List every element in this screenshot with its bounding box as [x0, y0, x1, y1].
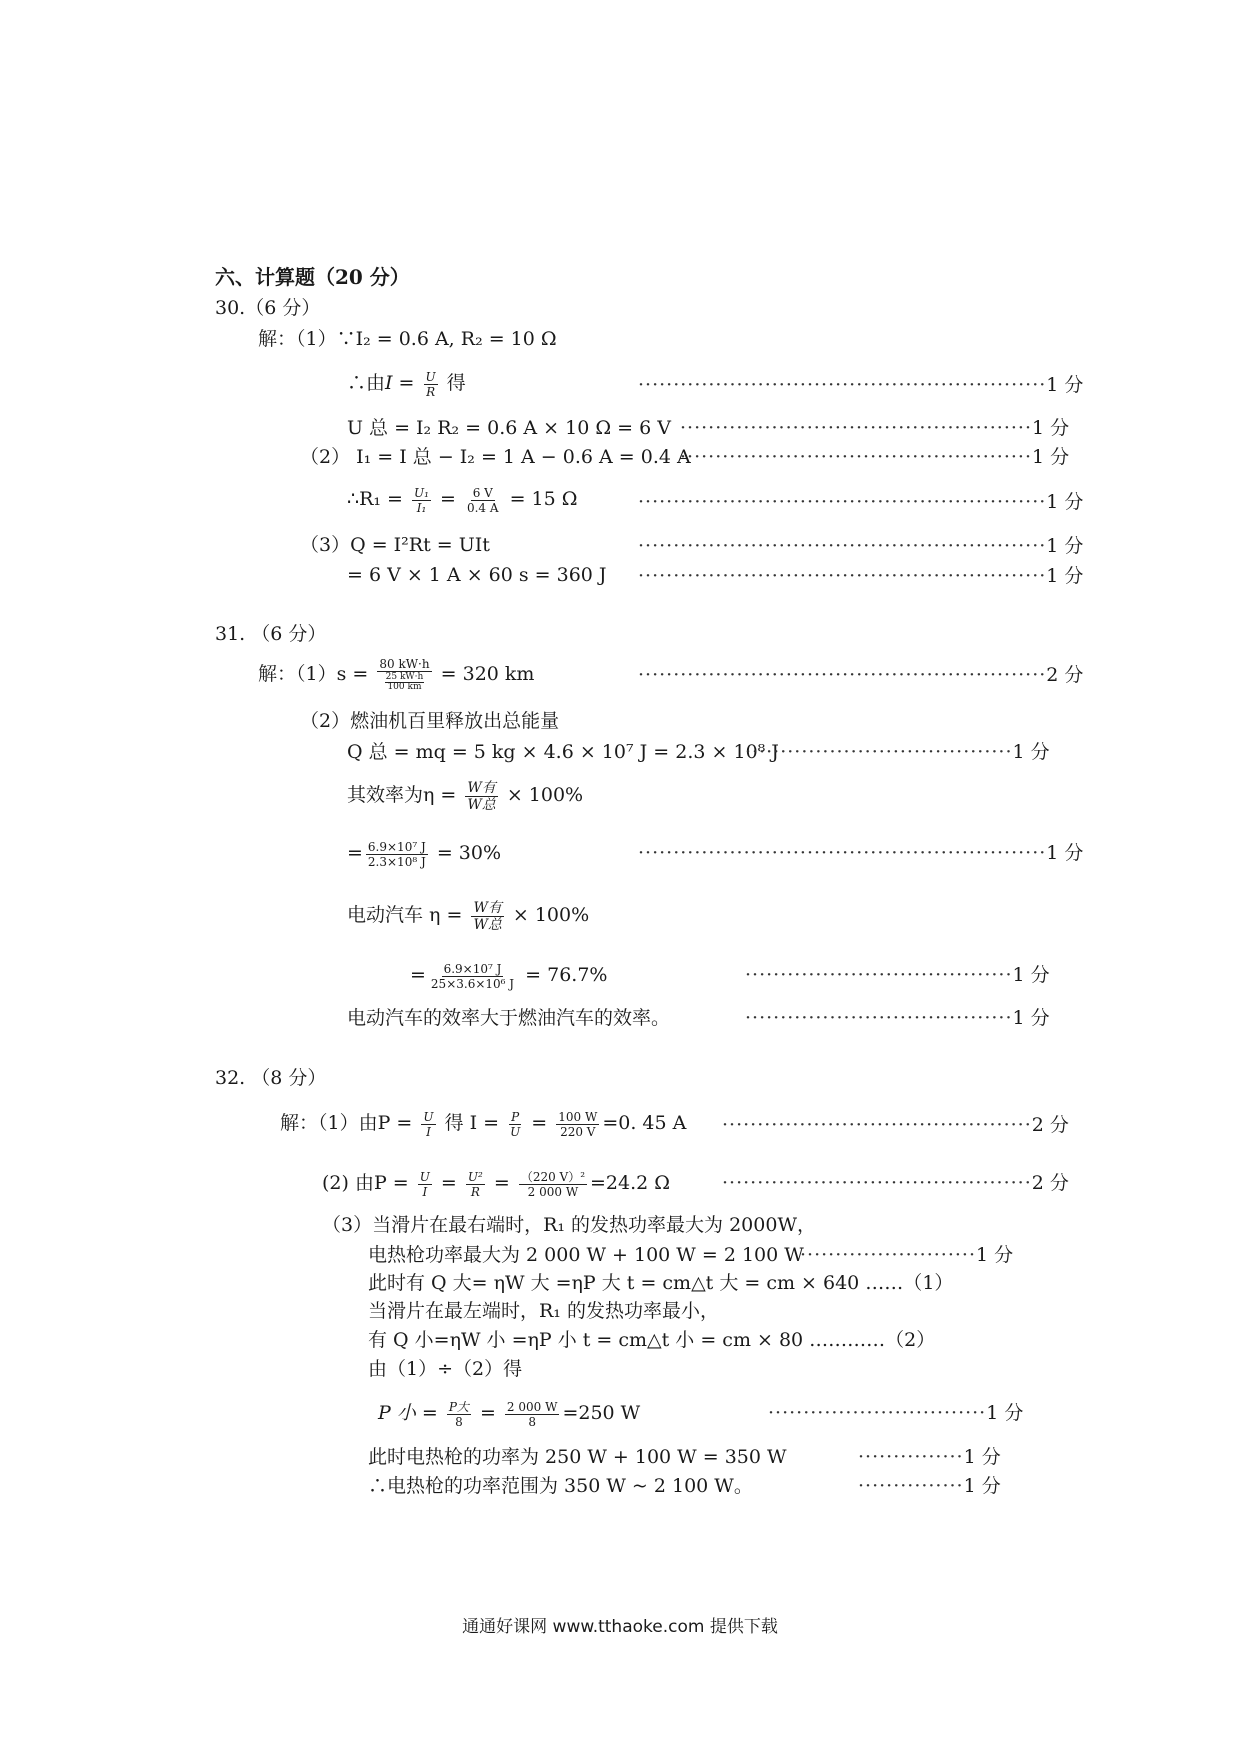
q32-line-7: 有 Q 小=ηW 小 =ηP 小 t = cm△t 小 = cm × 80 …………（2） — [368, 1329, 936, 1351]
q32-header: 32. （8 分） — [215, 1067, 327, 1089]
q30-line-1: 解：（1）∵I₂ = 0.6 A, R₂ = 10 Ω — [258, 328, 557, 350]
q32-l1-f3-den: 220 V — [560, 1124, 596, 1139]
q30-line-5: ∴R₁ = $\frac{\text{U₁}}{\text{I₁}}$ = $\frac{6 V}{0.4 A}$ = 15 Ω — [347, 485, 578, 515]
score-label: 2 分 — [1031, 1172, 1069, 1194]
q31-l4-pre: 其效率为η = — [347, 784, 457, 806]
q31-line-3: Q 总 = mq = 5 kg × 4.6 × 10⁷ J = 2.3 × 10⁸ J — [347, 741, 779, 763]
q30-line-3: U 总 = I₂ R₂ = 0.6 A × 10 Ω = 6 V — [347, 417, 671, 439]
score-label: 1 分 — [1012, 1007, 1050, 1029]
q32-score-5: ···············1 分 — [858, 1446, 1001, 1468]
score-label: 1 分 — [963, 1475, 1001, 1497]
score-label: 1 分 — [1046, 842, 1084, 864]
q31-l5-den: 2.3×10⁸ J — [367, 854, 426, 869]
q31-l6-num: W有 — [473, 899, 502, 916]
q31-l5-post: = 30% — [436, 842, 502, 864]
q31-l1-post: = 320 km — [440, 663, 535, 685]
q32-l2-f3-den: 2 000 W — [527, 1184, 579, 1199]
q31-score-3: ··························································1 分 — [638, 842, 1084, 864]
q31-l1-num: 80 kW·h — [379, 657, 430, 671]
q32-line-1: 解：（1）由P = $\frac{U}{I}$ 得 I = $\frac{P}{U}$ = $\frac{100 W}{220 V}$ =0. 45 A — [280, 1109, 687, 1139]
score-label: 1 分 — [1046, 491, 1084, 513]
fraction-u-over-r — [424, 371, 438, 398]
q30-l5-f1-den: I₁ — [416, 500, 427, 515]
q32-score-2: ············································2 分 — [722, 1172, 1069, 1194]
q32-line-6: 当滑片在最左端时，R₁ 的发热功率最小， — [368, 1300, 719, 1322]
q32-line-8: 由（1）÷（2）得 — [368, 1358, 523, 1380]
q32-line-11: ∴电热枪的功率范围为 350 W ~ 2 100 W。 — [368, 1475, 753, 1497]
score-label: 1 分 — [1046, 374, 1084, 396]
q31-l6-pre: 电动汽车 η = — [347, 904, 463, 926]
q32-l1-f2-num: P — [511, 1109, 520, 1124]
q32-l2-f2-num: U² — [467, 1169, 483, 1184]
q30-score-5: ··························································1 分 — [638, 535, 1084, 557]
q31-score-4: ······································1 分 — [745, 964, 1050, 986]
q30-l2-eq: I = — [385, 372, 415, 394]
q31-line-4 — [347, 780, 583, 812]
fraction-u-over-i — [418, 1171, 432, 1198]
q30-l5-post: = 15 Ω — [509, 488, 578, 510]
q30-l2-pre: ∴由 — [347, 372, 386, 394]
section-title: 六、计算题（20 分） — [215, 265, 410, 289]
nested-fraction — [385, 673, 425, 692]
q30-l2-den: R — [426, 384, 436, 399]
q31-l1-den-den: 100 km — [387, 682, 422, 692]
q32-line-3: （3）当滑片在最右端时，R₁ 的发热功率最大为 2000W， — [322, 1214, 816, 1236]
q30-l5-pre: ∴R₁ = — [347, 488, 403, 510]
q31-l7-num: 6.9×10⁷ J — [443, 961, 502, 976]
q32-line-4: 电热枪功率最大为 2 000 W + 100 W = 2 100 W — [368, 1244, 804, 1266]
q32-l9-f1-num: P大 — [448, 1399, 469, 1414]
fraction-electric-efficiency — [429, 963, 516, 990]
q30-score-4: ··························································1 分 — [638, 491, 1084, 513]
q32-l9-post: =250 W — [562, 1402, 641, 1424]
score-label: 1 分 — [976, 1244, 1014, 1266]
q32-l1-f3-num: 100 W — [558, 1109, 598, 1124]
q30-score-6: ··························································1 分 — [638, 565, 1084, 587]
fraction-2000w-over-8 — [505, 1401, 560, 1428]
q32-line-5: 此时有 Q 大= ηW 大 =ηP 大 t = cm△t 大 = cm × 640 ……（1） — [368, 1272, 954, 1294]
q31-score-2: ······································1 分 — [745, 741, 1050, 763]
q30-l5-f2-den: 0.4 A — [466, 500, 499, 515]
q31-l6-post: × 100% — [512, 904, 590, 926]
fraction-u-over-i — [421, 1111, 435, 1138]
q31-l4-den: W总 — [467, 796, 496, 813]
q32-l9-f2-num: 2 000 W — [506, 1399, 558, 1414]
q31-l5-num: 6.9×10⁷ J — [367, 839, 426, 854]
q31-score-1: ··························································2 分 — [638, 664, 1084, 686]
q32-l1-post: =0. 45 A — [602, 1112, 687, 1134]
q32-l1-f1-den: I — [426, 1124, 431, 1139]
q31-l1-pre: 解：（1）s = — [258, 663, 369, 685]
score-label: 1 分 — [963, 1446, 1001, 1468]
score-label: 2 分 — [1031, 1114, 1069, 1136]
fraction-6v-over-04a — [465, 487, 501, 514]
q31-line-1 — [258, 658, 534, 692]
q32-l9-pre: P 小 = — [378, 1402, 438, 1424]
q31-l1-den-num: 25 kW·h — [385, 672, 424, 682]
q31-l7-post: = 76.7% — [525, 964, 608, 986]
score-label: 1 分 — [1012, 741, 1050, 763]
fraction-useful-over-total — [471, 901, 503, 932]
q31-l4-num: W有 — [467, 779, 496, 796]
q32-l2-f2-den: R — [470, 1184, 480, 1199]
q30-l5-f2-num: 6 V — [472, 485, 493, 500]
score-label: 1 分 — [1046, 565, 1084, 587]
fraction-p-over-u — [508, 1111, 522, 1138]
q30-line-6: （3）Q = I²Rt = UIt — [300, 534, 490, 556]
q32-l2-f1-num: U — [419, 1169, 430, 1184]
q31-l6-den: W总 — [473, 916, 502, 933]
q32-l2-f1-den: I — [422, 1184, 428, 1199]
fraction-pmax-over-8 — [447, 1401, 471, 1428]
score-label: 1 分 — [1031, 446, 1070, 468]
q32-line-10: 此时电热枪的功率为 250 W + 100 W = 350 W — [368, 1446, 787, 1468]
score-label: 1 分 — [1012, 964, 1050, 986]
q30-line-7: = 6 V × 1 A × 60 s = 360 J — [347, 564, 607, 586]
q32-l1-mid: 得 I = — [444, 1112, 500, 1134]
q31-line-6 — [347, 900, 589, 932]
q31-line-2: （2）燃油机百里释放出总能量 — [300, 710, 560, 732]
fraction-100w-over-220v — [556, 1111, 599, 1138]
q32-score-3: ·························1 分 — [800, 1244, 1014, 1266]
q31-line-5: = $\frac{\text{6.9×10⁷ J}}{\text{2.3×10⁸ J}}$ = 30% — [347, 839, 502, 869]
q31-line-8: 电动汽车的效率大于燃油汽车的效率。 — [347, 1007, 671, 1029]
q32-l2-post: =24.2 Ω — [590, 1172, 671, 1194]
fraction-u2-over-r — [466, 1171, 485, 1198]
q32-score-6: ···············1 分 — [858, 1475, 1001, 1497]
q32-l2-pre: (2) 由P = — [322, 1172, 409, 1194]
q32-score-1: ············································2 分 — [722, 1114, 1069, 1136]
fraction-fuel-efficiency — [366, 841, 428, 868]
q32-line-2: (2) 由P = $\frac{U}{I}$ = $\frac{\text{U²}}{R}$ = $\frac{\text{（220 V）²}}{2 000 W}$ =24.2 Ω — [322, 1169, 671, 1199]
q31-l4-post: × 100% — [506, 784, 584, 806]
q32-line-9: P 小 = $\frac{\text{P大}}{8}$ = $\frac{2 000 W}{8}$ =250 W — [378, 1399, 641, 1429]
q30-score-1: ··························································1 分 — [638, 374, 1084, 396]
score-label: 1 分 — [1046, 535, 1084, 557]
q32-l1-f1-num: U — [423, 1109, 434, 1124]
score-label: 1 分 — [986, 1402, 1024, 1424]
q32-l2-f3-num: （220 V）² — [520, 1169, 586, 1184]
q30-header: 30.（6 分） — [215, 297, 321, 319]
fraction-u1-over-i1 — [412, 487, 431, 514]
q31-score-5: ······································1 分 — [745, 1007, 1050, 1029]
q30-line-4: （2） I₁ = I 总 − I₂ = 1 A − 0.6 A = 0.4 A — [300, 446, 691, 468]
q31-header: 31. （6 分） — [215, 623, 327, 645]
q32-l9-f2-den: 8 — [528, 1414, 536, 1429]
q30-score-2: ··················································1 分 — [680, 417, 1070, 439]
q31-l7-den: 25×3.6×10⁶ J — [430, 976, 515, 991]
footer-credit: 通通好课网 www.tthaoke.com 提供下载 — [462, 1617, 778, 1637]
q32-l1-f2-den: U — [510, 1124, 521, 1139]
fraction-energy-over-consumption — [377, 658, 431, 692]
q30-l5-f1-num: U₁ — [414, 485, 429, 500]
q30-l2-num: U — [425, 369, 436, 384]
fraction-useful-over-total — [465, 781, 497, 812]
score-label: 2 分 — [1046, 664, 1084, 686]
q31-line-7: = $\frac{\text{6.9×10⁷ J}}{\text{25×3.6×10⁶ J}}$ = 76.7% — [410, 961, 608, 991]
q32-l9-f1-den: 8 — [455, 1414, 463, 1429]
q30-l2-post: 得 — [446, 372, 466, 394]
fraction-220v-squared-over-2000w — [519, 1171, 587, 1198]
q32-score-4: ·······························1 分 — [768, 1402, 1024, 1424]
q32-l1-pre: 解：（1）由P = — [280, 1112, 413, 1134]
q30-score-3: ··················································1 分 — [680, 446, 1070, 468]
score-label: 1 分 — [1031, 417, 1070, 439]
q30-line-2 — [347, 368, 466, 398]
